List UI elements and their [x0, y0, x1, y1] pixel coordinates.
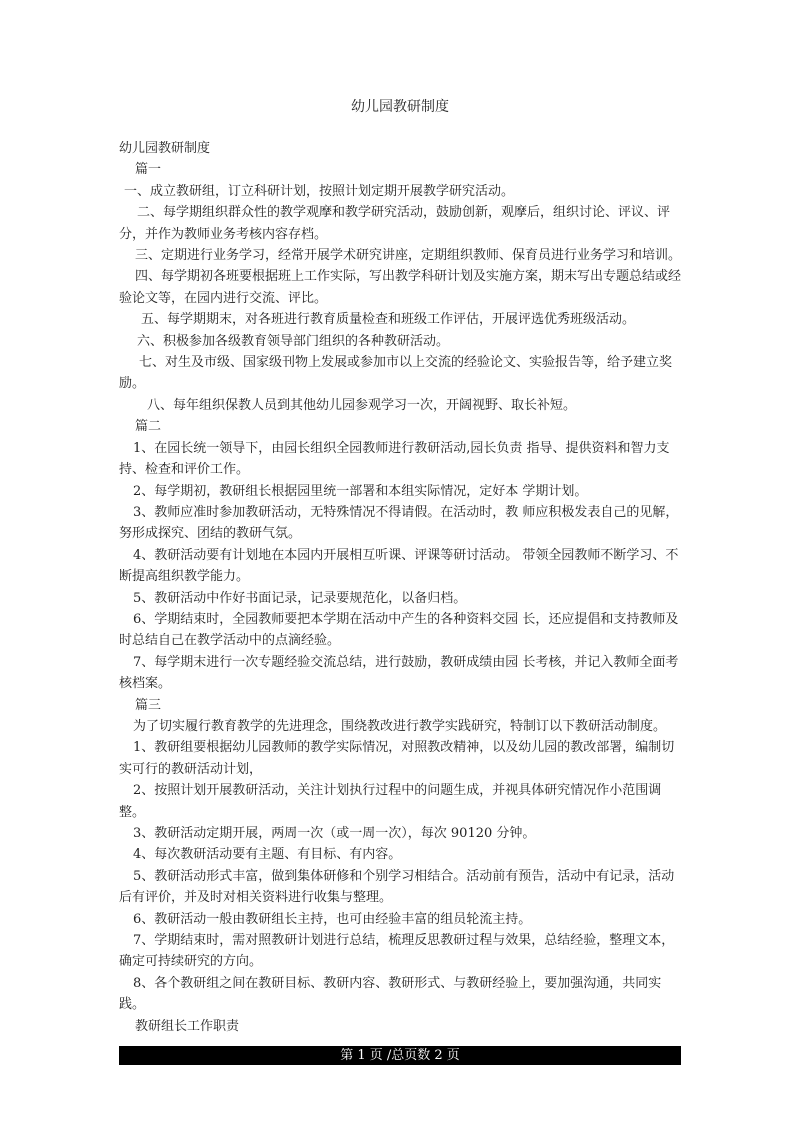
- paragraph: 五、每学期期末，对各班进行教育质量检查和班级工作评估，开展评选优秀班级活动。: [141, 312, 636, 328]
- paragraph: 1、教研组要根据幼儿园教师的教学实际情况，对照教改精神，以及幼儿园的教改部署，编制切实可行的教研活动计划，: [119, 740, 675, 777]
- paragraph: 4、教研活动要有计划地在本园内开展相互听课、评课等研讨活动。 带领全园教师不断学习、不断提高组织教学能力。: [119, 547, 679, 585]
- paragraph: 幼儿园教研制度: [119, 141, 211, 156]
- paragraph: 7、每学期末进行一次专题经验交流总结，进行鼓励，教研成绩由园 长考核，并记入教师全面考核档案。: [119, 654, 679, 692]
- paragraph: 4、每次教研活动要有主题、有目标、有内容。: [133, 847, 402, 863]
- paragraph: 1、在园长统一领导下，由园长组织全园教师进行教研活动,园长负责 指导、提供资料和智力支持、检查和评价工作。: [119, 440, 670, 478]
- paragraph: 2、按照计划开展教研活动，关注计划执行过程中的问题生成，并视具体研究情况作小范围调整。: [119, 783, 662, 820]
- paragraph: 5、教研活动形式丰富，做到集体研修和个别学习相结合。活动前有预告，活动中有记录，活动后有评价，并及时对相关资料进行收集与整理。: [119, 868, 675, 906]
- paragraph: 篇三: [135, 697, 162, 713]
- paragraph: 为了切实履行教育教学的先进理念，围绕教改进行教学实践研究，特制订以下教研活动制度。: [133, 718, 667, 734]
- paragraph: 2、每学期初，教研组长根据园里统一部署和本组实际情况，定好本 学期计划。: [133, 483, 588, 499]
- paragraph: 三、定期进行业务学习，经常开展学术研究讲座，定期组织教师、保育员进行业务学习和培训。: [135, 248, 682, 264]
- document-title: 幼儿园教研制度: [351, 99, 449, 115]
- paragraph: 一、成立教研组，订立科研计划，按照计划定期开展教学研究活动。: [124, 183, 515, 199]
- paragraph: 八、每年组织保教人员到其他幼儿园参观学习一次，开阔视野、取长补短。: [147, 397, 577, 413]
- paragraph: 七、对生及市级、国家级刊物上发展或参加市以上交流的经验论文、实验报告等，给予建立奖励。: [119, 355, 673, 392]
- paragraph: 6、学期结束时，全园教师要把本学期在活动中产生的各种资料交园 长，还应提倡和支持教师及时总结自己在教学活动中的点滴经验。: [119, 611, 679, 649]
- paragraph: 篇二: [135, 419, 162, 435]
- paragraph: 四、每学期初各班要根据班上工作实际，写出教学科研计划及实施方案，期末写出专题总结或经验论文等，在园内进行交流、评比。: [119, 269, 682, 306]
- paragraph: 篇一: [135, 162, 162, 178]
- paragraph: 二、每学期组织群众性的教学观摩和教学研究活动，鼓励创新，观摩后，组织讨论、评议、评分，并作为教师业务考核内容存档。: [119, 205, 671, 242]
- paragraph: 6、教研活动一般由教研组长主持，也可由经验丰富的组员轮流主持。: [133, 911, 532, 927]
- paragraph: 3、教师应准时参加教研活动，无特殊情况不得请假。在活动时，教 师应积极发表自己的见解，努形成探究、团结的教研气氛。: [119, 504, 679, 542]
- paragraph: 教研组长工作职责: [135, 1018, 240, 1034]
- paragraph: 7、学期结束时，需对照教研计划进行总结，梳理反思教研过程与效果，总结经验，整理文本，确定可持续研究的方向。: [119, 933, 675, 970]
- page-footer: 第 1 页 /总页数 2 页: [119, 1046, 681, 1065]
- document-body: [119, 138, 687, 1037]
- paragraph: 3、教研活动定期开展，两周一次（或一周一次），每次 90120 分钟。: [133, 826, 536, 841]
- paragraph: 六、积极参加各级教育领导部门组织的各种教研活动。: [137, 333, 450, 349]
- paragraph: 8、各个教研组之间在教研目标、教研内容、教研形式、与教研经验上，要加强沟通，共同实践。: [119, 975, 662, 1013]
- paragraph: 5、教研活动中作好书面记录，记录要规范化，以备归档。: [133, 590, 467, 606]
